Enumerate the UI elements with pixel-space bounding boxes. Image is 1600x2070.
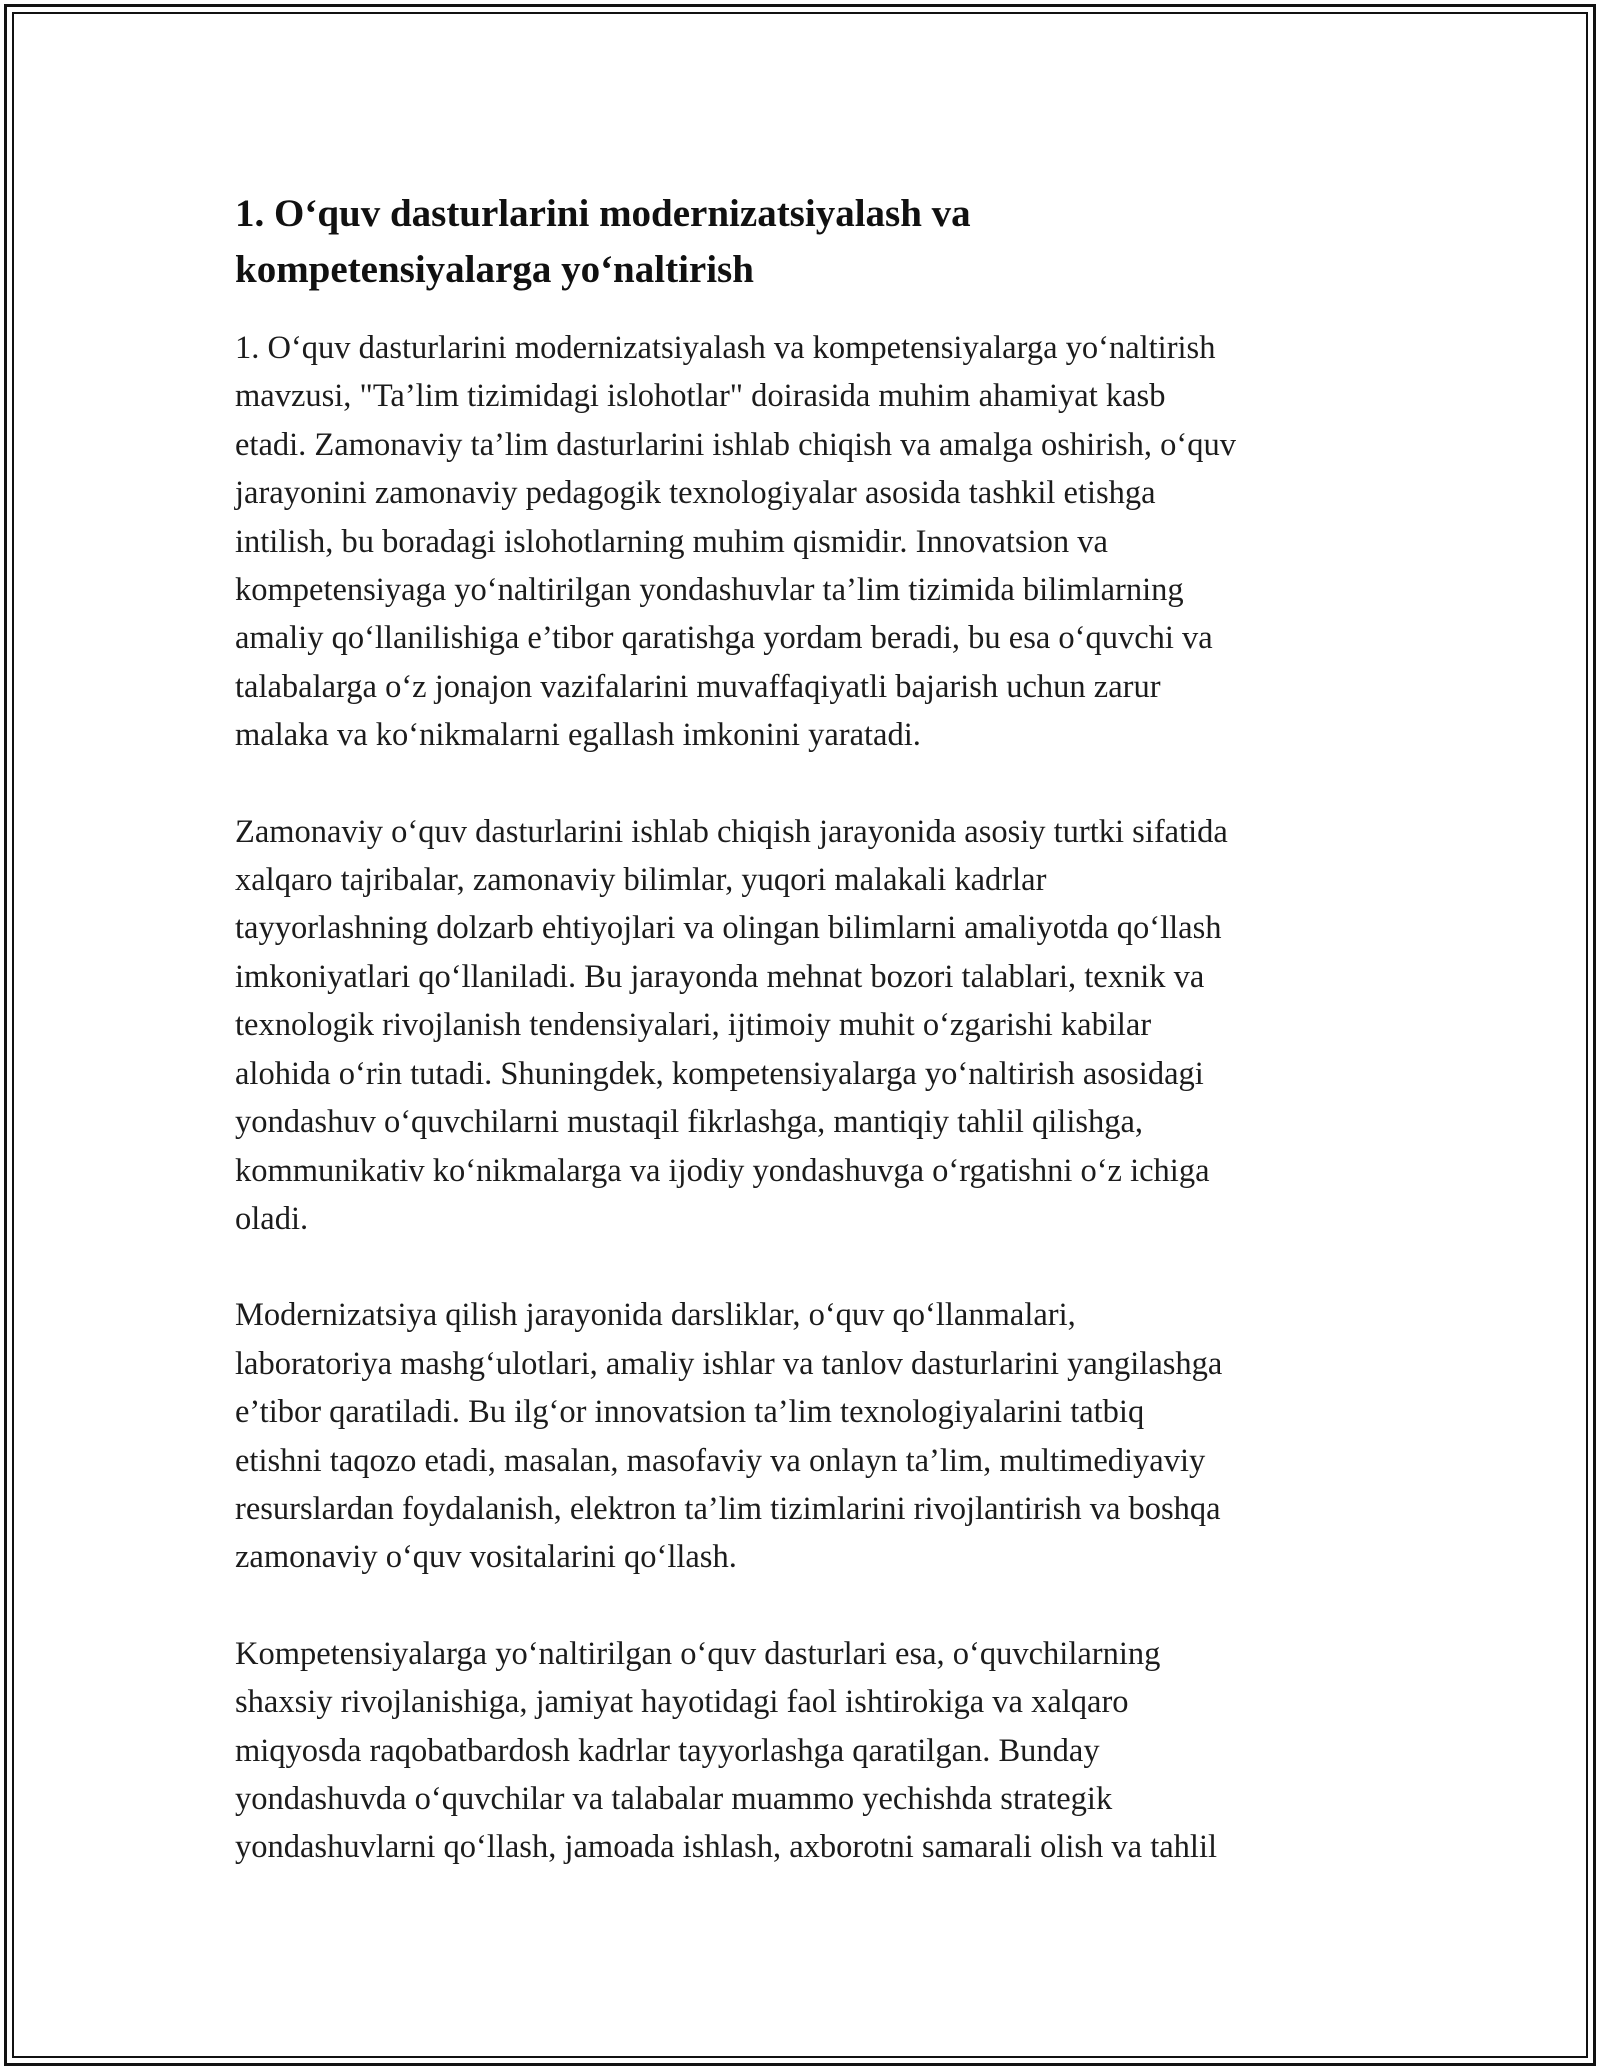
text-line: e’tibor qaratiladi. Bu ilg‘or innovatsion ta’lim texnologiyalarini tatbiq: [235, 1394, 1145, 1431]
text-line: 1. O‘quv dasturlarini modernizatsiyalash va kompetensiyalarga yo‘naltirish: [235, 330, 1216, 366]
text-line: mavzusi, "Ta’lim tizimidagi islohotlar" doirasida muhim ahamiyat kasb: [235, 378, 1166, 415]
text-line: yondashuv o‘quvchilarni mustaqil fikrlashga, mantiqiy tahlil qilishga,: [235, 1104, 1144, 1141]
text-line: oladi.: [235, 1200, 309, 1237]
text-line: imkoniyatlari qo‘llaniladi. Bu jarayonda mehnat bozori talablari, texnik va: [235, 958, 1205, 995]
text-line: yondashuvda o‘quvchilar va talabalar muammo yechishda strategik: [235, 1780, 1113, 1817]
text-line: jarayonini zamonaviy pedagogik texnologiyalar asosida tashkil etishga: [235, 475, 1156, 512]
text-line: yondashuvlarni qo‘llash, jamoada ishlash, axborotni samarali olish va tahlil: [235, 1829, 1218, 1866]
document-body: [235, 186, 1375, 1920]
text-line: shaxsiy rivojlanishiga, jamiyat hayotidagi faol ishtirokiga va xalqaro: [235, 1684, 1129, 1721]
text-line: Modernizatsiya qilish jarayonida darsliklar, o‘quv qo‘llanmalari,: [235, 1297, 1076, 1334]
text-line: xalqaro tajribalar, zamonaviy bilimlar, yuqori malakali kadrlar: [235, 862, 1047, 899]
paragraph-4: [235, 1630, 1375, 1872]
heading-line: 1. O‘quv dasturlarini modernizatsiyalash va: [235, 192, 971, 235]
text-line: kommunikativ ko‘nikmalarga va ijodiy yondashuvga o‘rgatishni o‘z ichiga: [235, 1152, 1210, 1189]
text-line: zamonaviy o‘quv vositalarini qo‘llash.: [235, 1539, 737, 1576]
text-line: Kompetensiyalarga yo‘naltirilgan o‘quv dasturlari esa, o‘quvchilarning: [235, 1635, 1161, 1672]
text-line: tayyorlashning dolzarb ehtiyojlari va olingan bilimlarni amaliyotda qo‘llash: [235, 910, 1222, 947]
text-line: etadi. Zamonaviy ta’lim dasturlarini ishlab chiqish va amalga oshirish, o‘quv: [235, 426, 1236, 463]
text-line: talabalarga o‘z jonajon vazifalarini muvaffaqiyatli bajarish uchun zarur: [235, 668, 1161, 705]
text-line: resurslardan foydalanish, elektron ta’lim tizimlarini rivojlantirish va boshqa: [235, 1490, 1221, 1527]
text-line: etishni taqozo etadi, masalan, masofaviy va onlayn ta’lim, multimediyaviy: [235, 1442, 1206, 1479]
heading-line: kompetensiyalarga yo‘naltirish: [235, 248, 754, 291]
text-line: amaliy qo‘llanilishiga e’tibor qaratishga yordam beradi, bu esa o‘quvchi va: [235, 620, 1213, 657]
paragraph-1: [235, 324, 1375, 760]
text-line: miqyosda raqobatbardosh kadrlar tayyorlashga qaratilgan. Bunday: [235, 1732, 1100, 1769]
paragraph-3: [235, 1291, 1375, 1581]
text-line: kompetensiyaga yo‘naltirilgan yondashuvlar ta’lim tizimida bilimlarning: [235, 572, 1184, 609]
text-line: texnologik rivojlanish tendensiyalari, ijtimoiy muhit o‘zgarishi kabilar: [235, 1007, 1152, 1044]
text-line: alohida o‘rin tutadi. Shuningdek, kompetensiyalarga yo‘naltirish asosidagi: [235, 1055, 1204, 1092]
text-line: malaka va ko‘nikmalarni egallash imkonini yaratadi.: [235, 717, 921, 754]
section-heading: [235, 186, 1375, 298]
text-line: Zamonaviy o‘quv dasturlarini ishlab chiqish jarayonida asosiy turtki sifatida: [235, 813, 1228, 850]
text-line: laboratoriya mashg‘ulotlari, amaliy ishlar va tanlov dasturlarini yangilashga: [235, 1345, 1223, 1382]
paragraph-2: [235, 808, 1375, 1244]
text-line: intilish, bu boradagi islohotlarning muhim qismidir. Innovatsion va: [235, 523, 1108, 560]
